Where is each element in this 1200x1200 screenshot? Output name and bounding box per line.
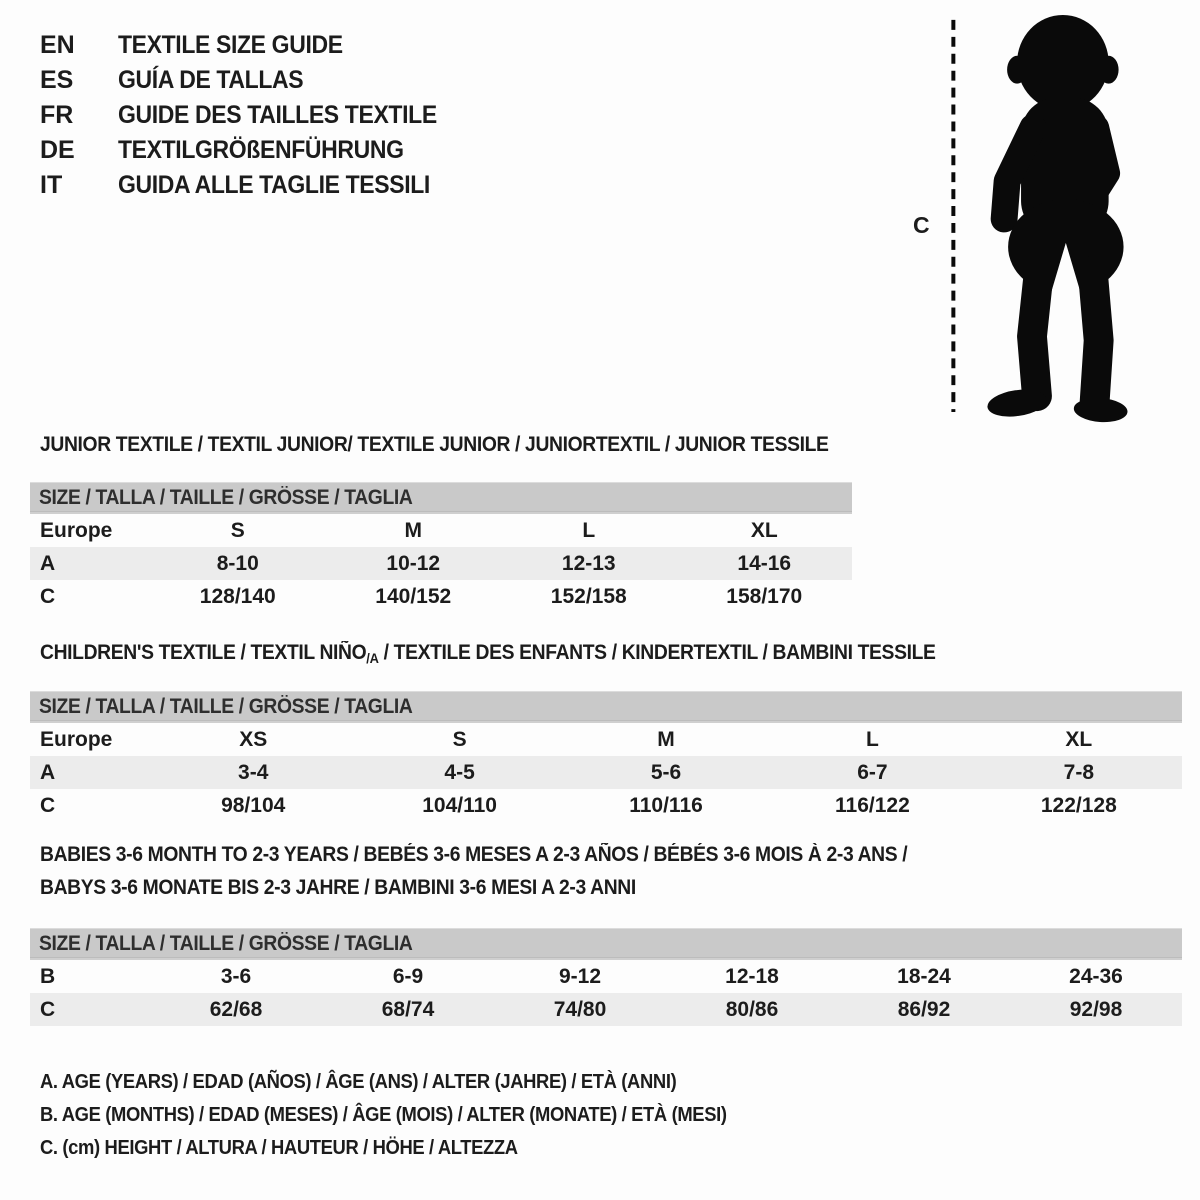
height-cell: 74/80 [553, 998, 607, 1021]
height-cell: 62/68 [209, 998, 263, 1021]
measurement-legend [40, 1066, 786, 1165]
age-cell: 24-36 [1069, 965, 1123, 988]
children-section [30, 640, 1182, 822]
height-cell: 122/128 [1040, 794, 1117, 817]
age-cell: 10-12 [386, 552, 441, 575]
language-code-es: ES [40, 66, 74, 94]
toddler-silhouette-icon [905, 6, 1155, 424]
age-cell: 4-5 [444, 761, 475, 784]
age-cell: 6-7 [857, 761, 888, 784]
size-cell: XL [750, 519, 778, 542]
age-cell: 12-18 [725, 965, 779, 988]
height-cell: 152/158 [550, 585, 627, 608]
language-row-de [40, 133, 465, 168]
height-measure-figure [905, 6, 1155, 424]
age-cell: 9-12 [558, 965, 602, 988]
language-code-fr: FR [40, 101, 74, 129]
age-cell: 8-10 [216, 552, 259, 575]
junior-section-title: JUNIOR TEXTILE / TEXTIL JUNIOR/ TEXTILE JUNIOR / JUNIORTEXTIL / JUNIOR TESSILE [40, 433, 829, 456]
legend-age-months: B. AGE (MONTHS) / EDAD (MESES) / ÂGE (MOIS) / ALTER (MONATE) / ETÀ (MESI) [40, 1104, 727, 1126]
height-cell: 104/110 [422, 794, 497, 817]
language-row-es [40, 63, 465, 98]
language-code-en: EN [40, 31, 75, 59]
height-cell: 80/86 [725, 998, 779, 1021]
language-row-fr [40, 98, 465, 133]
page-title-de: TEXTILGRÖßENFÜHRUNG [118, 136, 404, 164]
row-label: C [40, 998, 56, 1021]
row-label: B [40, 965, 56, 988]
height-cell: 128/140 [199, 585, 276, 608]
age-cell: 18-24 [897, 965, 951, 988]
table-row [30, 958, 1182, 993]
age-cell: 3-6 [220, 965, 252, 988]
table-row [30, 789, 1182, 822]
height-cell: 158/170 [726, 585, 803, 608]
size-cell: XL [1065, 728, 1093, 751]
size-cell: XS [239, 728, 268, 751]
age-cell: 12-13 [561, 552, 616, 575]
page-title-fr: GUIDE DES TAILLES TEXTILE [118, 101, 437, 129]
height-cell: 98/104 [221, 794, 286, 817]
table-row [30, 512, 852, 547]
nino-a-subscript: /A [366, 650, 379, 666]
babies-size-table [30, 928, 1182, 1026]
language-title-block [40, 28, 465, 203]
children-size-table [30, 691, 1182, 822]
size-cell: L [582, 519, 596, 542]
legend-height-cm: C. (cm) HEIGHT / ALTURA / HAUTEUR / HÖHE / ALTEZZA [40, 1137, 518, 1159]
row-label: Europe [40, 519, 113, 542]
age-cell: 7-8 [1063, 761, 1094, 784]
height-cell: 110/116 [629, 794, 703, 817]
page-title-it: GUIDA ALLE TAGLIE TESSILI [118, 171, 430, 199]
children-size-header: SIZE / TALLA / TAILLE / GRÖSSE / TAGLIA [30, 691, 1182, 721]
language-code-de: DE [40, 136, 75, 164]
table-row [30, 721, 1182, 756]
height-cell: 86/92 [897, 998, 951, 1021]
height-measure-label: C [913, 212, 930, 238]
height-cell: 68/74 [381, 998, 435, 1021]
language-row-en [40, 28, 465, 63]
age-cell: 14-16 [737, 552, 792, 575]
toddler-silhouette-shape [986, 15, 1129, 424]
children-section-title: CHILDREN'S TEXTILE / TEXTIL NIÑO/A / TEXTILE DES ENFANTS / KINDERTEXTIL / BAMBINI TESSILE [40, 641, 936, 666]
row-label: A [40, 761, 56, 784]
table-row [30, 993, 1182, 1026]
babies-section [30, 838, 1182, 1026]
size-cell: M [404, 519, 422, 542]
table-row [30, 756, 1182, 789]
language-row-it [40, 168, 465, 203]
table-row [30, 547, 852, 580]
page-title-es: GUÍA DE TALLAS [118, 66, 304, 94]
size-cell: L [866, 728, 879, 751]
junior-size-table [30, 482, 852, 613]
table-row [30, 580, 852, 613]
junior-size-header: SIZE / TALLA / TAILLE / GRÖSSE / TAGLIA [30, 482, 852, 512]
language-code-it: IT [40, 171, 63, 199]
row-label: C [40, 585, 56, 608]
size-cell: S [452, 728, 467, 751]
age-cell: 3-4 [238, 761, 269, 784]
legend-age-years: A. AGE (YEARS) / EDAD (AÑOS) / ÂGE (ANS) / ALTER (JAHRE) / ETÀ (ANNI) [40, 1071, 677, 1093]
age-cell: 6-9 [392, 965, 424, 988]
height-cell: 140/152 [375, 585, 452, 608]
size-cell: M [657, 728, 675, 751]
row-label: Europe [40, 728, 113, 751]
page-title-en: TEXTILE SIZE GUIDE [118, 31, 343, 59]
babies-size-header: SIZE / TALLA / TAILLE / GRÖSSE / TAGLIA [30, 928, 1182, 958]
height-cell: 116/122 [835, 794, 910, 817]
babies-section-title: BABIES 3-6 MONTH TO 2-3 YEARS / BEBÉS 3-6 MESES A 2-3 AÑOS / BÉBÉS 3-6 MOIS À 2-3 ANS / BABYS 3-6 MONATE BIS 2-3 JAHRE / BAMBINI 3-6 MESI A 2-3 ANNI [40, 843, 908, 899]
junior-section [30, 432, 852, 613]
age-cell: 5-6 [650, 761, 682, 784]
row-label: A [40, 552, 56, 575]
height-cell: 92/98 [1069, 998, 1123, 1021]
size-cell: S [230, 519, 245, 542]
row-label: C [40, 794, 56, 817]
